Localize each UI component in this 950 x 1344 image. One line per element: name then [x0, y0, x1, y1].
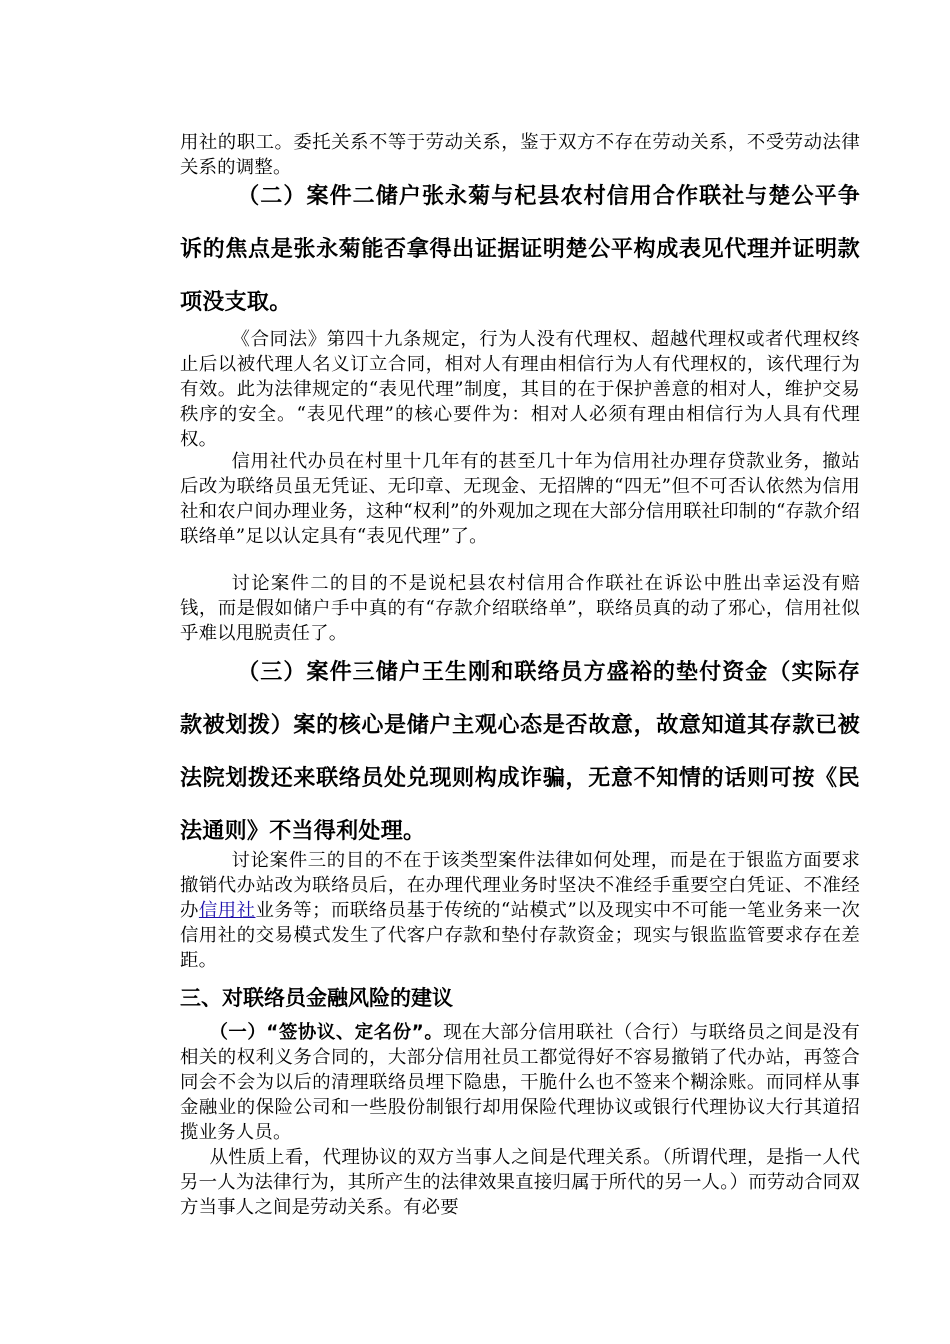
paragraph-case-three-text-b: 业务等；而联络员基于传统的“站模式”以及现实中不可能一笔业务来一次信用社的交易模式发生了代客户存款和垫付存款资金；现实与银监监管要求存在差距。	[180, 900, 861, 971]
credit-union-link[interactable]: 信用社	[198, 900, 256, 921]
paragraph-case-three	[180, 848, 860, 973]
sign-agreement-lead: （一）“签协议、定名份”。	[209, 1022, 444, 1043]
paragraph-case-three-text-a: 讨论案件三的目的不在于该类型案件法律如何处理，而是在于银监方面要求撤销代办站改为联络员后，在办理代理业务时坚决不准经手重要空白凭证、不准经办	[180, 850, 860, 921]
paragraph-nature: 从性质上看，代理协议的双方当事人之间是代理关系。（所谓代理，是指一人代另一人为法律行为，其所产生的法律效果直接归属于所代的另一人。）而劳动合同双方当事人之间是劳动关系。有必要	[180, 1147, 860, 1218]
heading-case-three-text: （三）案件三储户王生刚和联络员方盛裕的垫付资金（实际存款被划拨）案的核心是储户主观心态是否故意，故意知道其存款已被法院划拨还来联络员处兑现则构成诈骗，无意不知情的话则可按《民法通则》不当得利处理。	[180, 660, 860, 844]
paragraph-sign-agreement	[180, 1020, 860, 1145]
sign-agreement-text: 现在大部分信用联社（合行）与联络员之间是没有相关的权利义务合同的，大部分信用社员工都觉得好不容易撤销了代办站，再签合同会不会为以后的清理联络员埋下隐患，干脆什么也不签来个糊涂账。而同样从事金融业的保险公司和一些股份制银行却用保险代理协议或银行代理协议大行其道招揽业务人员。	[180, 1022, 861, 1143]
heading-case-three	[180, 646, 860, 858]
heading-case-two	[180, 170, 860, 329]
paragraph-agents: 信用社代办员在村里十几年有的甚至几十年为信用社办理存贷款业务，撤站后改为联络员虽无凭证、无印章、无现金、无招牌的“四无”但不可否认依然为信用社和农户间办理业务，这种“权利”的外观加之现在大部分信用联社印制的“存款介绍联络单”足以认定具有“表见代理”了。	[180, 451, 860, 547]
paragraph-continuation: 用社的职工。委托关系不等于劳动关系，鉴于双方不存在劳动关系，不受劳动法律关系的调整。	[180, 132, 860, 178]
paragraph-contract-law: 《合同法》第四十九条规定，行为人没有代理权、超越代理权或者代理权终止后以被代理人名义订立合同，相对人有理由相信行为人有代理权的，该代理行为有效。此为法律规定的“表见代理”制度，其目的在于保护善意的相对人，维护交易秩序的安全。“表见代理”的核心要件为：相对人必须有理由相信行为人具有代理权。	[180, 329, 860, 450]
paragraph-case-two-purpose: 讨论案件二的目的不是说杞县农村信用合作联社在诉讼中胜出幸运没有赔钱，而是假如储户手中真的有“存款介绍联络单”，联络员真的动了邪心，信用社似乎难以甩脱责任了。	[180, 573, 860, 644]
section-three-title: 三、对联络员金融风险的建议	[180, 986, 453, 1010]
heading-case-two-text: （二）案件二储户张永菊与杞县农村信用合作联社与楚公平争诉的焦点是张永菊能否拿得出证据证明楚公平构成表见代理并证明款项没支取。	[180, 184, 860, 315]
